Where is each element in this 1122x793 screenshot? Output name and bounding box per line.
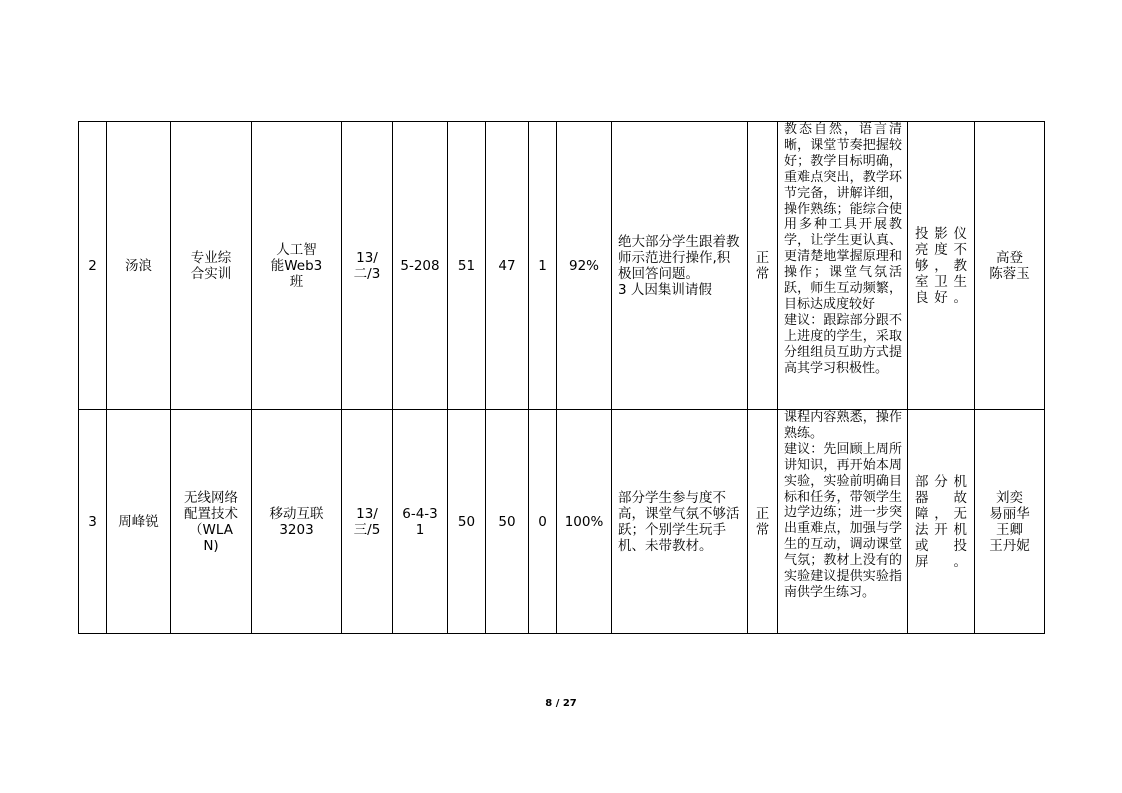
teaching-feedback: 课程内容熟悉，操作熟练。 建议：先回顾上周所讲知识，再开始本周实验，实验前明确目标和任务，带领学生边学边练；进一步突出重难点，加强与学生的互动，调动课堂气氛；教材上没有的实验建议提供实验指南供学生练习。: [778, 410, 908, 634]
teaching-feedback: 教态自然，语言清晰，课堂节奏把握较好；教学目标明确，重难点突出，教学环节完备，讲解详细，操作熟练；能综合使用多种工具开展教学，让学生更认真、更清楚地掌握原理和操作；课堂气氛活跃，师生互动频繁，目标达成度较好 建议：跟踪部分跟不上进度的学生，采取分组组员互助方式提高其学习积极性。: [778, 122, 908, 410]
classroom: 5-208: [393, 122, 448, 410]
class-name: 移动互联3203: [252, 410, 342, 634]
expected-count: 50: [448, 410, 486, 634]
row-number: 3: [79, 410, 107, 634]
course-name: 专业综合实训: [171, 122, 252, 410]
table-row: [79, 122, 1045, 410]
classroom: 6-4-3 1: [393, 410, 448, 634]
expected-count: 51: [448, 122, 486, 410]
inspectors: 高登 陈蓉玉: [975, 122, 1045, 410]
attendance-rate: 92%: [557, 122, 612, 410]
absent-count: 0: [529, 410, 557, 634]
attendance-rate: 100%: [557, 410, 612, 634]
teacher-name: 汤浪: [107, 122, 171, 410]
student-status: 绝大部分学生跟着教师示范进行操作,积极回答问题。 3 人因集训请假: [612, 122, 748, 410]
class-name: 人工智能Web3 班: [252, 122, 342, 410]
teacher-name: 周峰锐: [107, 410, 171, 634]
actual-count: 47: [486, 122, 529, 410]
inspectors: 刘奕 易丽华 王卿 王丹妮: [975, 410, 1045, 634]
absent-count: 1: [529, 122, 557, 410]
equipment-status: 部分机器故障，无法开机或投屏。: [908, 410, 975, 634]
table-row: [79, 410, 1045, 634]
week-session: 13/二/3: [342, 122, 393, 410]
teaching-order: 正常: [748, 410, 778, 634]
row-number: 2: [79, 122, 107, 410]
student-status: 部分学生参与度不高，课堂气氛不够活跃；个别学生玩手机、未带教材。: [612, 410, 748, 634]
actual-count: 50: [486, 410, 529, 634]
equipment-status: 投影仪亮度不够，教室卫生良好。: [908, 122, 975, 410]
page-number: 8 / 27: [545, 698, 577, 709]
inspection-table: [78, 121, 1045, 634]
week-session: 13/三/5: [342, 410, 393, 634]
teaching-order: 正常: [748, 122, 778, 410]
course-name: 无线网络配置技术（WLAN): [171, 410, 252, 634]
